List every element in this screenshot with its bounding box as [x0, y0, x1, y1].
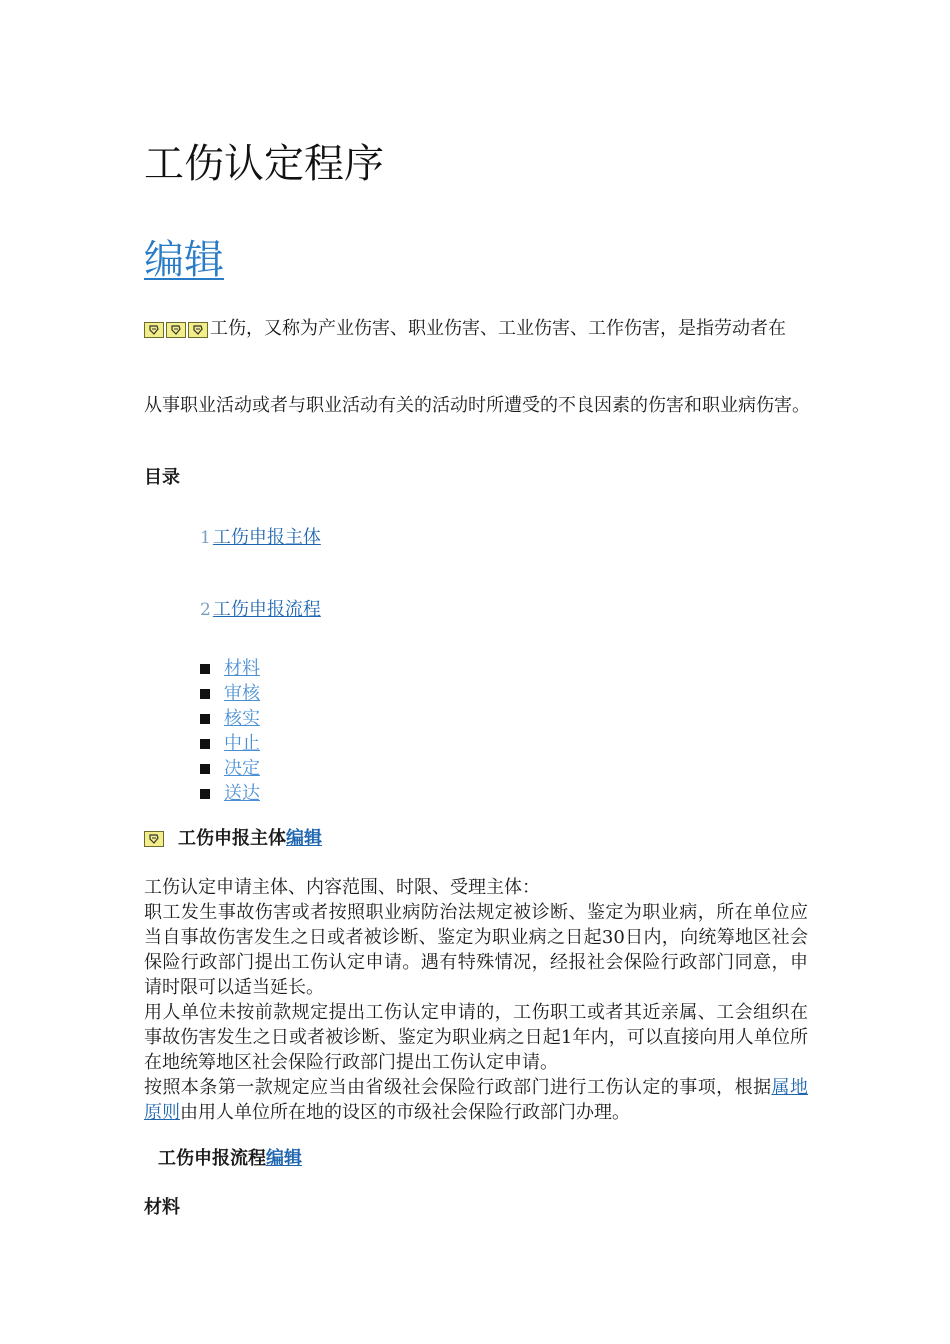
toc-sub-link[interactable]: 送达 [224, 783, 260, 804]
section1-heading-row [144, 826, 322, 851]
bullet-icon [200, 689, 210, 699]
intro-text-1: 工伤，又称为产业伤害、职业伤害、工业伤害、工作伤害，是指劳动者在 [210, 318, 786, 339]
bullet-icon [200, 764, 210, 774]
section2-heading: 工伤申报流程 [158, 1148, 266, 1169]
intro-line-1 [144, 316, 824, 341]
section2-heading-row [158, 1146, 302, 1171]
section2-edit-link[interactable]: 编辑 [266, 1148, 302, 1169]
toc-sub-list [200, 656, 260, 806]
list-item [200, 731, 260, 756]
section1-body [144, 875, 808, 1125]
image-placeholder-icon[interactable] [166, 322, 186, 338]
section1-edit-link[interactable]: 编辑 [286, 828, 322, 849]
para-text: 按照本条第一款规定应当由省级社会保险行政部门进行工伤认定的事项，根据 [144, 1077, 772, 1098]
list-item [200, 706, 260, 731]
toc-link-declaration-subject[interactable]: 工伤申报主体 [212, 527, 321, 548]
section1-para-3: 用人单位未按前款规定提出工伤认定申请的，工伤职工或者其近亲属、工会组织在事故伤害发生之日或者被诊断、鉴定为职业病之日起1年内，可以直接向用人单位所在地统筹地区社会保险行政部门提出工伤认定申请。 [144, 1002, 808, 1073]
page-title: 工伤认定程序 [144, 141, 384, 187]
toc-title: 目录 [144, 467, 180, 488]
toc-item-2[interactable] [200, 597, 321, 623]
image-placeholder-icon[interactable] [144, 322, 164, 338]
toc-number: 2 [200, 600, 211, 620]
toc-number: 1 [200, 528, 211, 548]
para-text: 由用人单位所在地的设区的市级社会保险行政部门办理。 [180, 1102, 630, 1123]
materials-heading: 材料 [144, 1197, 180, 1218]
section1-para-4 [144, 1075, 808, 1125]
toc-sub-link[interactable]: 核实 [224, 708, 260, 729]
bullet-icon [200, 739, 210, 749]
image-placeholder-icon[interactable] [144, 831, 164, 847]
list-item [200, 781, 260, 806]
image-placeholders [144, 322, 208, 338]
toc-link-declaration-process[interactable]: 工伤申报流程 [212, 599, 321, 620]
section1-para-1: 工伤认定申请主体、内容范围、时限、受理主体： [144, 877, 540, 898]
toc-sub-link[interactable]: 审核 [224, 683, 260, 704]
bullet-icon [200, 714, 210, 724]
toc-item-1[interactable] [200, 525, 321, 551]
toc-sub-link[interactable]: 决定 [224, 758, 260, 779]
bullet-icon [200, 789, 210, 799]
edit-heading-link[interactable]: 编辑 [144, 237, 224, 283]
list-item [200, 756, 260, 781]
bullet-icon [200, 664, 210, 674]
list-item [200, 656, 260, 681]
toc-sub-link[interactable]: 材料 [224, 658, 260, 679]
list-item [200, 681, 260, 706]
intro-line-2: 从事职业活动或者与职业活动有关的活动时所遭受的不良因素的伤害和职业病伤害。 [144, 395, 810, 416]
section1-heading: 工伤申报主体 [178, 828, 286, 849]
section1-para-2: 职工发生事故伤害或者按照职业病防治法规定被诊断、鉴定为职业病，所在单位应当自事故伤害发生之日或者被诊断、鉴定为职业病之日起30日内，向统筹地区社会保险行政部门提出工伤认定申请。遇有特殊情况，经报社会保险行政部门同意，申请时限可以适当延长。 [144, 902, 808, 998]
territorial-principle-link[interactable]: 属地原则 [144, 1077, 809, 1123]
image-placeholder-icon[interactable] [188, 322, 208, 338]
toc-sub-link[interactable]: 中止 [224, 733, 260, 754]
